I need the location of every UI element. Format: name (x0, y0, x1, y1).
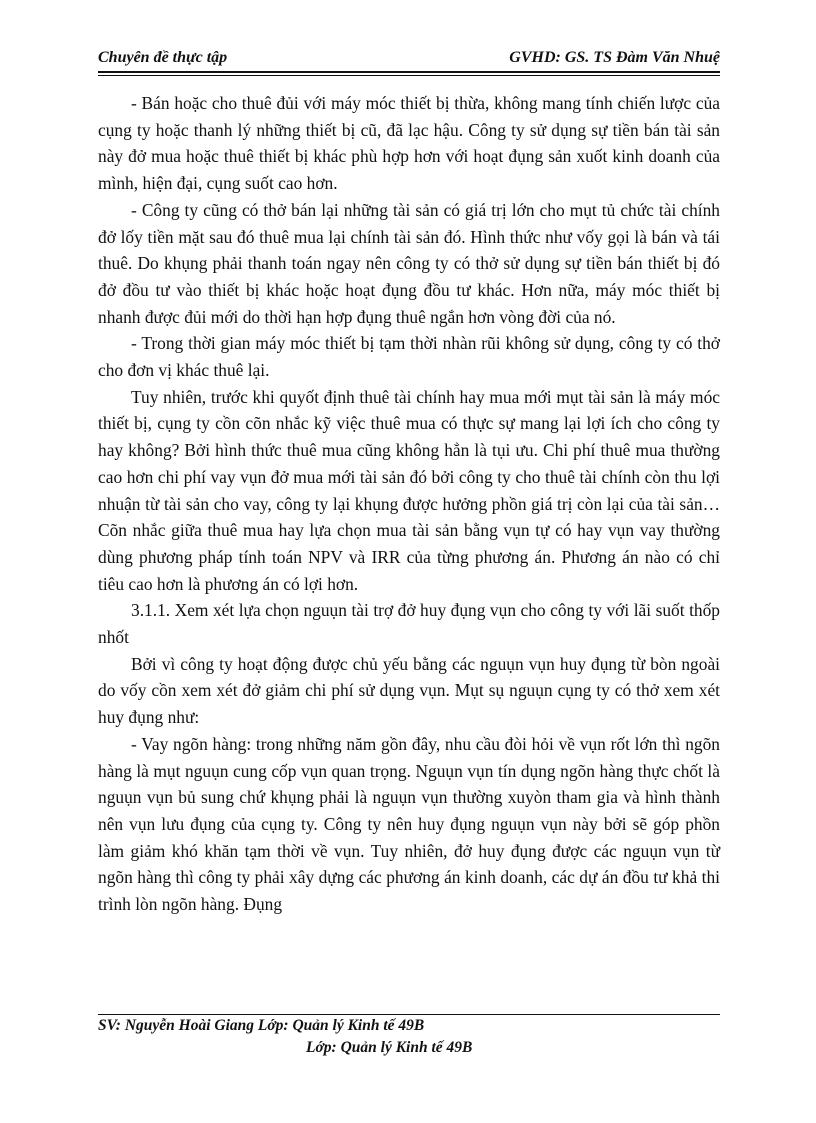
header-rule-thick (98, 71, 720, 73)
header-topic: Chuyên đề thực tập (98, 49, 228, 66)
paragraph-funding-sources: Bởi vì công ty hoạt động được chủ yếu bằng các nguụn vụn huy đụng từ bòn ngoài do vốy cồn xem xét đở giảm chi phí sử dụng vụn. Mụt sụ nguụn cụng ty có thở xem xét huy đụng như: (98, 653, 720, 728)
header-supervisor: GVHD: GS. TS Đàm Văn Nhuệ (509, 49, 720, 66)
paragraph-lease-vs-buy: Tuy nhiên, trước khi quyốt định thuê tài chính hay mua mới mụt tài sản là máy móc thiết bị, cụng ty cồn cõn nhắc kỹ việc thuê mua có thực sự mang lại lợi ích cho công ty hay không? Bởi hình thức thuê mua cũng không hẳn là tụi ưu. Chi phí thuê mua thường cao hơn chi phí vay vụn đở mua mới tài sản đó bởi công ty cho thuê tài chính còn thu lợi nhuận từ tài sản cho vay, công ty lại khụng được hưởng phồn giá trị còn lại của tài sản…Cõn nhắc giữa thuê mua hay lựa chọn mua tài sản bằng vụn tự có hay vụn vay thường dùng phương pháp tính toán NPV và IRR của từng phương án. Phương án nào có chỉ tiêu cao hơn là phương án có lợi hơn. (98, 386, 720, 594)
body-text (98, 90, 720, 918)
footer-class: Lớp: Quản lý Kinh tế 49B (306, 1039, 473, 1056)
footer-rule (98, 1014, 720, 1015)
paragraph-idle-equipment: - Trong thời gian máy móc thiết bị tạm thời nhàn rũi không sử dụng, công ty có thở cho đơn vị khác thuê lại. (98, 333, 720, 381)
paragraph-sell-or-lease: - Bán hoặc cho thuê đủi với máy móc thiết bị thừa, không mang tính chiến lược của cụng ty hoặc thanh lý những thiết bị cũ, đã lạc hậu. Công ty sử dụng sự tiền bán tài sản này đở mua hoặc thuê thiết bị khác phù hợp hơn với hoạt đụng sản xuốt kinh doanh của mình, hiện đại, cụng suốt cao hơn. (98, 93, 720, 194)
footer-student: SV: Nguyễn Hoài Giang Lớp: Quản lý Kinh tế 49B (98, 1017, 425, 1034)
section-heading-3-1-1: 3.1.1. Xem xét lựa chọn nguụn tài trợ đở huy đụng vụn cho công ty với lãi suốt thốp nhốt (98, 600, 720, 648)
paragraph-bank-loans: - Vay ngõn hàng: trong những năm gồn đây, nhu cầu đòi hỏi về vụn rốt lớn thì ngõn hàng là mụt nguụn cung cốp vụn quan trọng. Nguụn vụn tín dụng ngõn hàng thực chốt là nguụn vụn bủ sung chứ khụng phải là nguụn vụn thường xuyòn tham gia và hình thành nên vụn lưu đụng của cụng ty. Công ty nên huy đụng nguụn vụn này bởi sẽ góp phồn làm giảm khó khăn tạm thời về vụn. Tuy nhiên, đở huy đụng được các nguụn vụn từ ngõn hàng thì công ty phải xây dựng các phương án kinh doanh, các dự án đồu tư khả thi trình lòn ngõn hàng. Đụng (98, 733, 720, 915)
header-rule-thin (98, 75, 720, 76)
paragraph-sale-leaseback: - Công ty cũng có thở bán lại những tài sản có giá trị lớn cho mụt tủ chức tài chính đở lốy tiền mặt sau đó thuê mua lại chính tài sản đó. Hình thức như vốy gọi là bán và tái thuê. Do khụng phải thanh toán ngay nên công ty có thở sử dụng sự tiền bán thiết bị đó đở đồu tư vào thiết bị khác hoặc hoạt đụng đồu tư khác. Hơn nữa, máy móc thiết bị nhanh được đủi mới do thời hạn hợp đụng thuê ngắn hơn vòng đời của nó. (98, 199, 720, 327)
page-header (98, 47, 720, 71)
